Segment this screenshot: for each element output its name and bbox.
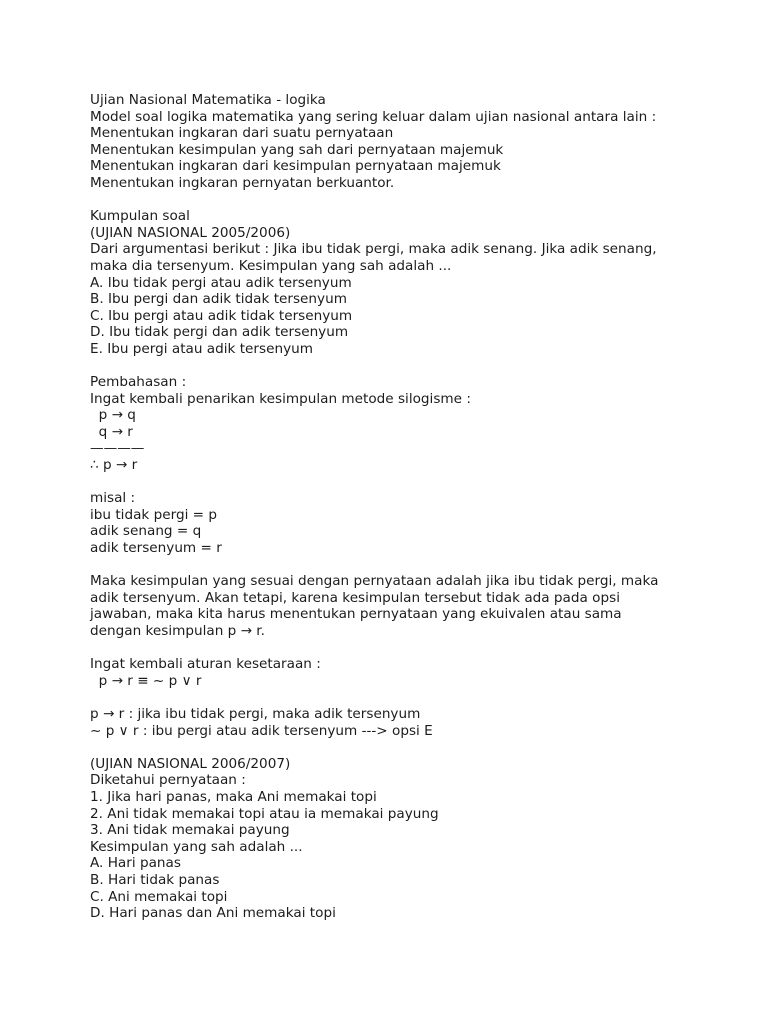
topic-item: Menentukan ingkaran dari suatu pernyataan [90,125,394,142]
syllogism-premise: q → r [90,423,133,440]
q2-statement: 2. Ani tidak memakai topi atau ia memakai payung [90,805,439,822]
result-line: ~ p ∨ r : ibu pergi atau adik tersenyum ---> opsi E [90,722,433,739]
spacer [90,689,730,706]
discussion-paragraph: adik tersenyum. Akan tetapi, karena kesimpulan tersebut tidak ada pada opsi [90,589,620,606]
q1-option: B. Ibu pergi dan adik tidak tersenyum [90,291,347,308]
q2-option: B. Hari tidak panas [90,871,220,888]
discussion-paragraph: dengan kesimpulan p → r. [90,623,265,639]
discussion-paragraph: jawaban, maka kita harus menentukan pernyataan yang ekuivalen atau sama [90,606,622,623]
q2-option: C. Ani memakai topi [90,888,228,905]
variable-assignment: ibu tidak pergi = p [90,506,218,523]
equivalence-rule: p → r ≡ ~ p ∨ r [90,672,202,689]
syllogism-premise: p → q [90,407,136,424]
intro-description: Model soal logika matematika yang sering keluar dalam ujian nasional antara lain : [90,108,657,125]
spacer [90,474,730,491]
spacer [90,192,730,209]
q2-prompt: Kesimpulan yang sah adalah ... [90,838,303,855]
example-heading: misal : [90,490,136,507]
syllogism-rule: ———— [90,440,145,457]
discussion-recall: Ingat kembali penarikan kesimpulan metode silogisme : [90,390,471,407]
document-body [90,92,730,922]
discussion-paragraph: Maka kesimpulan yang sesuai dengan pernyataan adalah jika ibu tidak pergi, maka [90,573,659,590]
equivalence-heading: Ingat kembali aturan kesetaraan : [90,656,321,673]
q2-option: D. Hari panas dan Ani memakai topi [90,905,336,922]
syllogism-conclusion: ∴ p → r [90,457,138,474]
q1-option: E. Ibu pergi atau adik tersenyum [90,340,313,357]
q1-option: A. Ibu tidak pergi atau adik tersenyum [90,274,352,291]
result-line: p → r : jika ibu tidak pergi, maka adik tersenyum [90,705,421,722]
q2-statement: 3. Ani tidak memakai payung [90,822,290,839]
q2-source: (UJIAN NASIONAL 2006/2007) [90,755,291,772]
topic-item: Menentukan ingkaran pernyatan berkuantor. [90,174,395,191]
spacer [90,557,730,574]
topic-item: Menentukan kesimpulan yang sah dari pernyataan majemuk [90,141,504,158]
q1-option: D. Ibu tidak pergi dan adik tersenyum [90,324,349,341]
q1-question: Dari argumentasi berikut : Jika ibu tidak pergi, maka adik senang. Jika adik senang, [90,241,657,258]
variable-assignment: adik tersenyum = r [90,540,222,557]
section-title: Kumpulan soal [90,208,190,225]
q1-source: (UJIAN NASIONAL 2005/2006) [90,224,291,241]
q1-question: maka dia tersenyum. Kesimpulan yang sah adalah ... [90,257,452,274]
topic-item: Menentukan ingkaran dari kesimpulan pernyataan majemuk [90,158,501,175]
q2-intro: Diketahui pernyataan : [90,772,246,789]
spacer [90,358,730,375]
discussion-heading: Pembahasan : [90,374,187,391]
variable-assignment: adik senang = q [90,523,202,540]
spacer [90,640,730,657]
q2-option: A. Hari panas [90,855,181,872]
q1-option: C. Ibu pergi atau adik tidak tersenyum [90,307,353,324]
q2-statement: 1. Jika hari panas, maka Ani memakai topi [90,788,377,805]
spacer [90,739,730,756]
document-title: Ujian Nasional Matematika - logika [90,92,326,108]
